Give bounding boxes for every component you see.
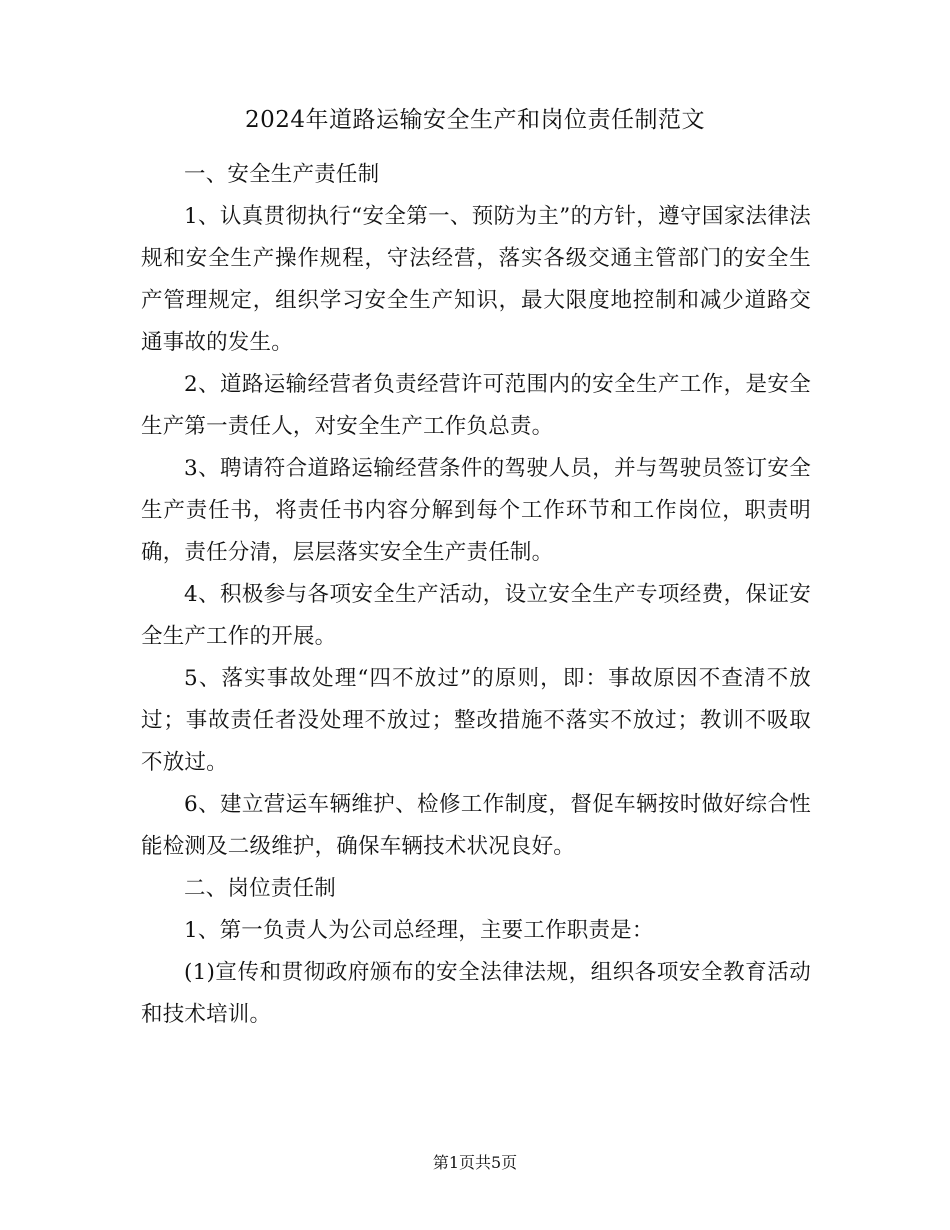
document-title: 2024年道路运输安全生产和岗位责任制范文 <box>244 107 706 133</box>
paragraph-post-item-1: 1、第一负责人为公司总经理，主要工作职责是： <box>184 918 654 943</box>
page-number-footer: 第1页共5页 <box>432 1153 518 1172</box>
section-heading-safety-responsibility: 一、安全生产责任制 <box>184 162 380 187</box>
section-heading-post-responsibility: 二、岗位责任制 <box>184 876 336 901</box>
paragraph-item-5: 5、落实事故处理“四不放过”的原则，即：事故原因不查清不放过；事故责任者没处理不放过；整改措施不落实不放过；教训不吸取不放过。 <box>141 666 811 775</box>
paragraph-item-2: 2、道路运输经营者负责经营许可范围内的安全生产工作，是安全生产第一责任人，对安全生产工作负总责。 <box>141 372 811 439</box>
document-body <box>141 154 811 1036</box>
paragraph-item-1: 1、认真贯彻执行“安全第一、预防为主”的方针，遵守国家法律法规和安全生产操作规程，守法经营，落实各级交通主管部门的安全生产管理规定，组织学习安全生产知识，最大限度地控制和减少道路交通事故的发生。 <box>141 204 811 355</box>
paragraph-item-4: 4、积极参与各项安全生产活动，设立安全生产专项经费，保证安全生产工作的开展。 <box>141 582 811 649</box>
paragraph-item-3: 3、聘请符合道路运输经营条件的驾驶人员，并与驾驶员签订安全生产责任书，将责任书内容分解到每个工作环节和工作岗位，职责明确，责任分清，层层落实安全生产责任制。 <box>141 456 811 565</box>
paragraph-post-subitem-1: (1)宣传和贯彻政府颁布的安全法律法规，组织各项安全教育活动和技术培训。 <box>141 960 811 1027</box>
paragraph-item-6: 6、建立营运车辆维护、检修工作制度，督促车辆按时做好综合性能检测及二级维护，确保车辆技术状况良好。 <box>141 792 811 859</box>
